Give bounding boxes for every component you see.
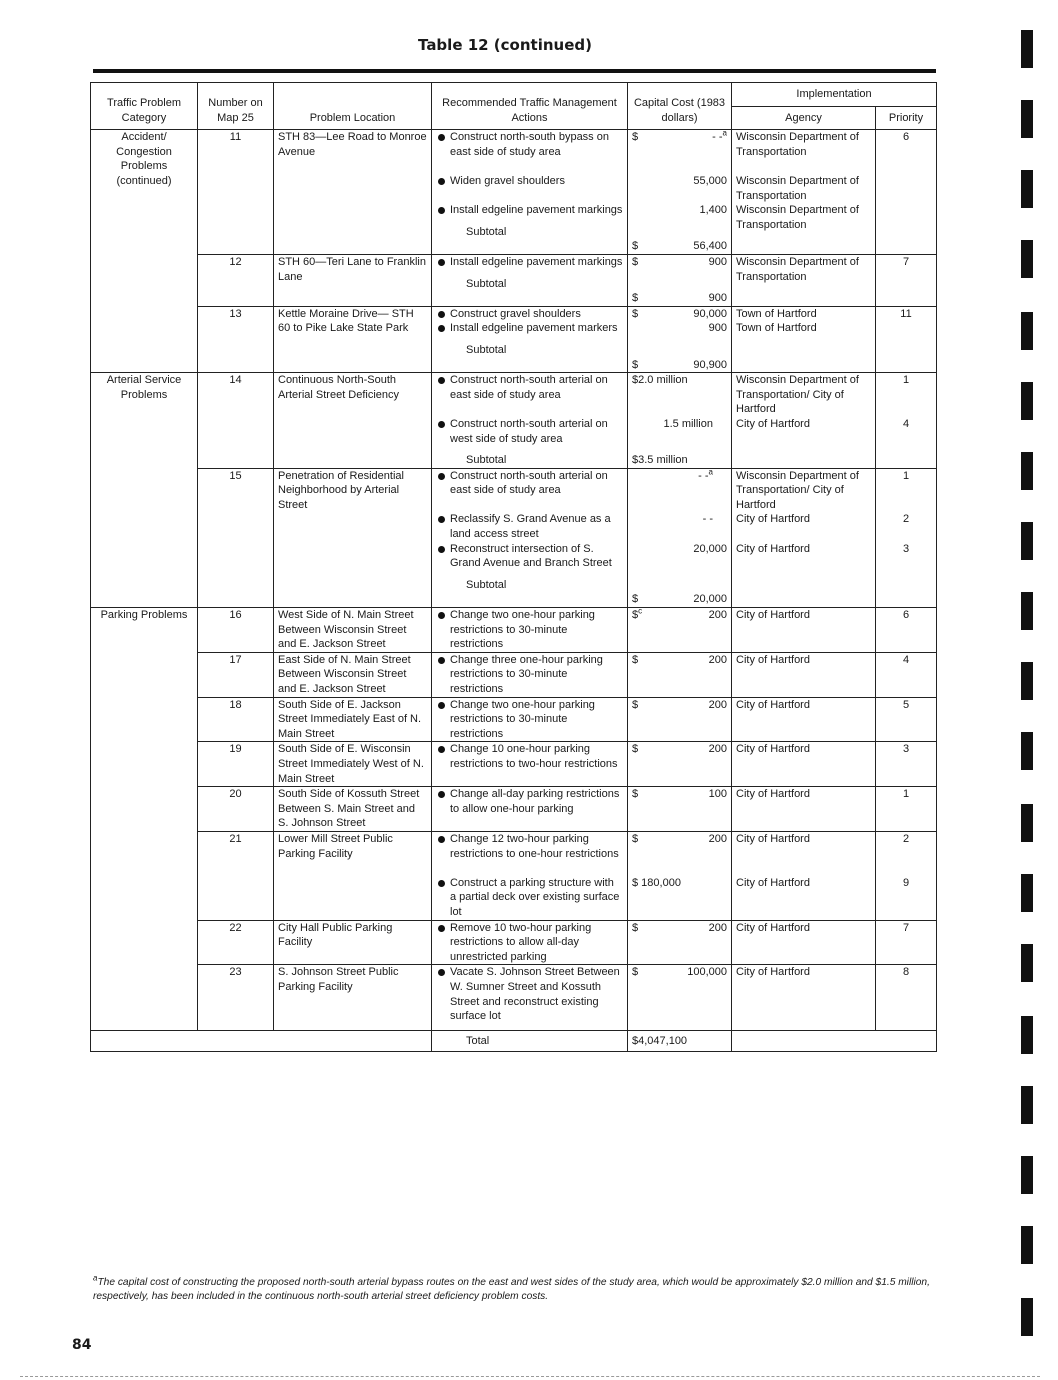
row-actions: Construct north-south bypass on east side of study area Widen gravel shoulders Install edgeline pavement markings Subtotal [432, 130, 628, 255]
total-row [91, 1030, 937, 1052]
table-title: Table 12 (continued) [418, 36, 592, 54]
traffic-management-table [90, 82, 937, 1052]
table-row: 15 Penetration of Residential Neighborhood by Arterial Street Construct north-south arterial on east side of study area Reclassify S. Grand Avenue as a land access street Reconstruct intersection of S. Grand Avenue and Branch Street Subtotal - -$^a$ - - 20,000 $ 20,000 Wisconsin Department of Transportation/ City of Hartford City of Hartford City of Hartford 1 2 3 [91, 468, 937, 607]
header-number: Number on Map 25 [198, 83, 274, 130]
table-row: 13 Kettle Moraine Drive— STH 60 to Pike Lake State Park Construct gravel shoulders Install edgeline pavement markers Subtotal $ 90,000 900 $ 90,900 Town of Hartford Town of Hartford 11 [91, 306, 937, 372]
category-cell: Accident/ Congestion Problems (continued) [91, 130, 198, 373]
bullet-icon [436, 876, 450, 920]
bullet-icon [436, 787, 450, 816]
bullet-icon [436, 542, 450, 571]
table-row: 21 Lower Mill Street Public Parking Facility Change 12 two-hour parking restrictions to one-hour restrictions Construct a parking structure with a partial deck over existing surface lot $ 200 $ 180,000 City of Hartford City of Hartford 2 9 [91, 831, 937, 920]
header-agency: Agency [732, 106, 876, 130]
header-priority: Priority [876, 106, 937, 130]
registration-mark [1021, 1156, 1033, 1194]
table-row: 23 S. Johnson Street Public Parking Facility Vacate S. Johnson Street Between W. Sumner Street and Kossuth Street and reconstruct existing surface lot $ 100,000 City of Hartford 8 [91, 965, 937, 1030]
registration-mark [1021, 452, 1033, 490]
bullet-icon [436, 742, 450, 771]
bullet-icon [436, 174, 450, 189]
registration-mark [1021, 804, 1033, 842]
row-cost: $ - -$^a$ 55,000 1,400 $ 56,400 [628, 130, 732, 255]
row-location: STH 83—Lee Road to Monroe Avenue [274, 130, 432, 255]
bullet-icon [436, 512, 450, 541]
table-row: Parking Problems 16 West Side of N. Main Street Between Wisconsin Street and E. Jackson Street Change two one-hour parking restrictions to 30-minute restrictions \$$^c$ 200 City of Hartford 6 [91, 608, 937, 653]
bullet-icon [436, 203, 450, 218]
bullet-icon [436, 608, 450, 652]
page-edge [20, 1376, 1040, 1377]
registration-mark [1021, 1298, 1033, 1336]
bullet-icon [436, 255, 450, 270]
header-category: Traffic Problem Category [91, 83, 198, 130]
registration-mark [1021, 874, 1033, 912]
bullet-icon [436, 307, 450, 322]
bullet-icon [436, 373, 450, 417]
header-cost: Capital Cost (1983 dollars) [628, 83, 732, 130]
header-actions: Recommended Traffic Management Actions [432, 83, 628, 130]
footnote: $^a$The capital cost of constructing the proposed north-south arterial bypass routes on the east and west sides of the study area, which would be approximately $2.0 million and $1.5 million, respectively, has been included in the continuous north-south arterial street deficiency problem costs. [93, 1273, 930, 1302]
row-agency: Wisconsin Department of Transportation Wisconsin Department of Transportation Wisconsin Department of Transportation [732, 130, 876, 255]
registration-mark [1021, 100, 1033, 138]
registration-mark [1021, 240, 1033, 278]
registration-mark [1021, 312, 1033, 350]
title-rule [93, 69, 936, 73]
table-row: 22 City Hall Public Parking Facility Remove 10 two-hour parking restrictions to allow all-day unrestricted parking $ 200 City of Hartford 7 [91, 920, 937, 965]
registration-mark [1021, 732, 1033, 770]
table-row: 18 South Side of E. Jackson Street Immediately East of N. Main Street Change two one-hour parking restrictions to 30-minute restrictions $ 200 City of Hartford 5 [91, 697, 937, 742]
registration-mark [1021, 1016, 1033, 1054]
table-row: 20 South Side of Kossuth Street Between S. Main Street and S. Johnson Street Change all-day parking restrictions to allow one-hour parking $ 100 City of Hartford 1 [91, 787, 937, 832]
registration-mark [1021, 170, 1033, 208]
page-number: 84 [72, 1337, 92, 1353]
total-label: Total [432, 1030, 628, 1052]
table-row: 12 STH 60—Teri Lane to Franklin Lane Install edgeline pavement markings Subtotal $ 900 $ 900 Wisconsin Department of Transportation 7 [91, 254, 937, 306]
table-row: Arterial Service Problems 14 Continuous North-South Arterial Street Deficiency Construct north-south arterial on east side of study area Construct north-south arterial on west side of study area Subtotal $2.0 million 1.5 million $3.5 million Wisconsin Department of Transportation/ City of Hartford City of Hartford 1 4 [91, 373, 937, 469]
bullet-icon [436, 653, 450, 697]
table-row: 19 South Side of E. Wisconsin Street Immediately West of N. Main Street Change 10 one-hour parking restrictions to two-hour restrictions $ 200 City of Hartford 3 [91, 742, 937, 787]
header-location: Problem Location [274, 83, 432, 130]
registration-mark [1021, 382, 1033, 420]
registration-mark [1021, 1226, 1033, 1264]
bullet-icon [436, 832, 450, 876]
category-cell: Arterial Service Problems [91, 373, 198, 608]
row-number: 11 [198, 130, 274, 255]
table-row: 17 East Side of N. Main Street Between Wisconsin Street and E. Jackson Street Change three one-hour parking restrictions to 30-minute restrictions $ 200 City of Hartford 4 [91, 652, 937, 697]
bullet-icon [436, 921, 450, 965]
registration-mark [1021, 592, 1033, 630]
registration-mark [1021, 662, 1033, 700]
registration-mark [1021, 1086, 1033, 1124]
row-priority: 6 [876, 130, 937, 255]
bullet-icon [436, 965, 450, 1023]
bullet-icon [436, 130, 450, 174]
bullet-icon [436, 321, 450, 336]
total-value: $4,047,100 [628, 1030, 732, 1052]
registration-mark [1021, 944, 1033, 982]
bullet-icon [436, 698, 450, 742]
category-cell: Parking Problems [91, 608, 198, 1031]
registration-mark [1021, 30, 1033, 68]
registration-mark [1021, 522, 1033, 560]
bullet-icon [436, 417, 450, 446]
bullet-icon [436, 469, 450, 513]
header-implementation: Implementation [732, 83, 937, 107]
table-row [91, 130, 937, 255]
